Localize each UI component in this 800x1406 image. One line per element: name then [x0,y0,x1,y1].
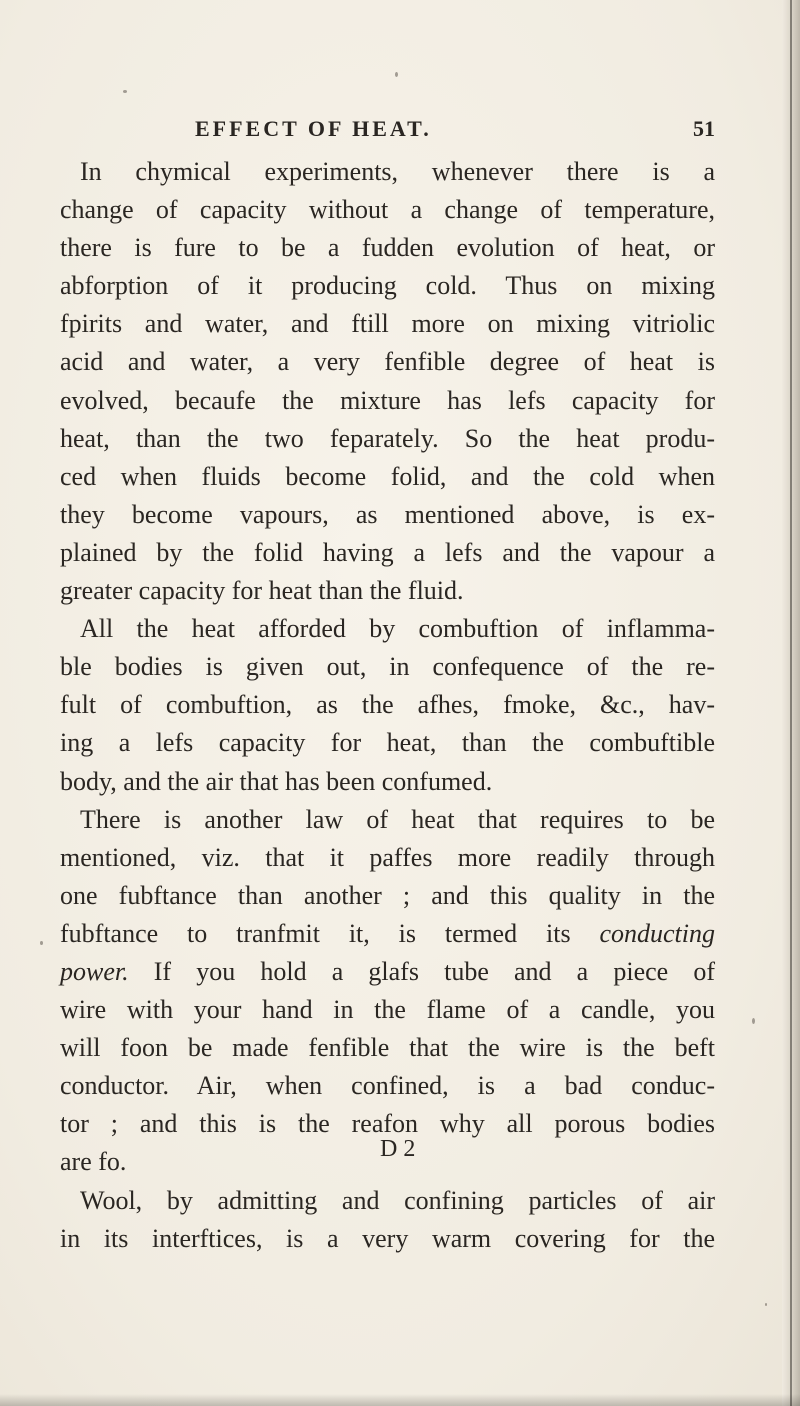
text-line: plained by the folid having a lefs and the vapour a [60,537,715,567]
text-line: one fubftance than another ; and this quality in the [60,880,715,910]
text-segment: fubftance to tranfmit it, is termed its [60,918,571,948]
text-line: wire with your hand in the flame of a candle, you [60,995,715,1025]
page-bottom-shadow [0,1394,800,1406]
text-line: Wool, by admitting and confining particles of air [80,1185,715,1215]
paper-blemish [765,1303,767,1306]
page-header [195,116,715,146]
text-line: ble bodies is given out, in confequence of the re- [60,652,715,682]
text-segment: If you hold a glafs tube and a piece of [153,956,715,986]
text-line: in its interftices, is a very warm covering for the [60,1223,715,1253]
text-line: conductor. Air, when confined, is a bad conduc- [60,1071,715,1101]
text-line: mentioned, viz. that it paffes more readily through [60,842,715,872]
text-line: will foon be made fenfible that the wire is the beft [60,1033,715,1063]
body-text [60,153,715,1258]
text-line: ing a lefs capacity for heat, than the combuftible [60,728,715,758]
text-line: fpirits and water, and ftill more on mixing vitriolic [60,309,715,339]
paper-blemish [752,1018,755,1024]
text-line: acid and water, a very fenfible degree of heat is [60,347,715,377]
running-title: EFFECT OF HEAT. [195,116,432,141]
text-line: abforption of it producing cold. Thus on mixing [60,271,715,301]
italic-term: power. [60,956,129,986]
text-line [60,915,715,953]
text-line: ced when fluids become folid, and the cold when [60,461,715,491]
paper-blemish [123,90,127,93]
text-line: change of capacity without a change of temperature, [60,195,715,225]
text-line: there is fure to be a fudden evolution of heat, or [60,233,715,263]
text-line: greater capacity for heat than the fluid. [60,576,464,606]
text-line: There is another law of heat that requires to be [80,804,715,834]
text-line: In chymical experiments, whenever there is a [80,157,715,186]
text-line: All the heat afforded by combuftion of inflamma- [80,614,715,644]
italic-term: conducting [599,918,715,948]
text-line: body, and the air that has been confumed. [60,766,493,796]
paper-blemish [395,72,398,77]
text-line: they become vapours, as mentioned above, is ex- [60,499,715,529]
text-line: heat, than the two feparately. So the heat produ- [60,423,715,453]
paper-blemish [40,941,43,945]
text-line: fult of combuftion, as the afhes, fmoke, &c., hav- [60,690,715,720]
page-number: 51 [693,116,715,141]
text-line: are fo. [60,1147,127,1177]
text-line [60,953,715,991]
text-line: tor ; and this is the reafon why all porous bodies [60,1109,715,1139]
text-line: evolved, becaufe the mixture has lefs capacity for [60,385,715,415]
signature-mark: D 2 [380,1136,416,1162]
page-edge-shadow [782,0,800,1406]
